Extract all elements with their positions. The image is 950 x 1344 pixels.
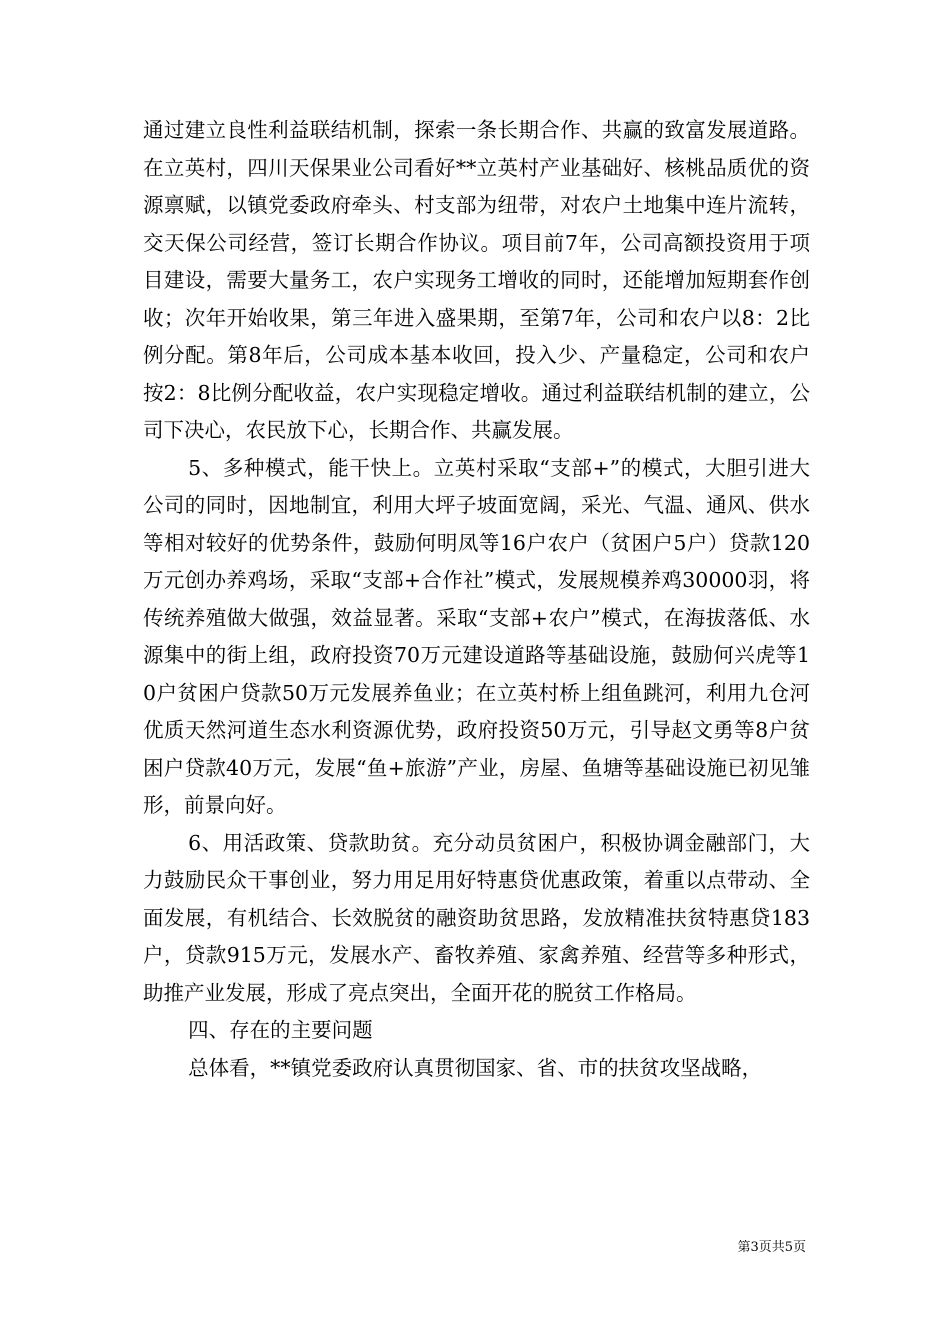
paragraph-continuation: 通过建立良性利益联结机制，探索一条长期合作、共赢的致富发展道路。在立英村，四川天保果业公司看好**立英村产业基础好、核桃品质优的资源禀赋，以镇党委政府牵头、村支部为纽带，对农户土地集中连片流转，交天保公司经营，签订长期合作协议。项目前7年，公司高额投资用于项目建设，需要大量务工，农户实现务工增收的同时，还能增加短期套作创收；次年开始收果，第三年进入盛果期，至第7年，公司和农户以8：2比例分配。第8年后，公司成本基本收回，投入少、产量稳定，公司和农户按2：8比例分配收益，农户实现稳定增收。通过利益联结机制的建立，公司下决心，农民放下心，长期合作、共赢发展。 — [143, 118, 810, 442]
paragraph-item-5: 5、多种模式，能干快上。立英村采取“支部+”的模式，大胆引进大公司的同时，因地制宜，利用大坪子坡面宽阔，采光、气温、通风、供水等相对较好的优势条件，鼓励何明凤等16户农户（贫困户5户）贷款120万元创办养鸡场，采取“支部+合作社”模式，发展规模养鸡30000羽，将传统养殖做大做强，效益显著。采取“支部+农户”模式，在海拔落低、水源集中的街上组，政府投资70万元建设道路等基础设施，鼓励何兴虎等10户贫困户贷款50万元发展养鱼业；在立英村桥上组鱼跳河，利用九仓河优质天然河道生态水利资源优势，政府投资50万元，引导赵文勇等8户贫困户贷款40万元，发展“鱼+旅游”产业，房屋、鱼塘等基础设施已初见雏形，前景向好。 — [143, 455, 810, 817]
paragraph-summary: 总体看，**镇党委政府认真贯彻国家、省、市的扶贫攻坚战略， — [188, 1055, 763, 1080]
paragraph-item-6: 6、用活政策、贷款助贫。充分动员贫困户，积极协调金融部门，大力鼓励民众干事创业，努力用足用好特惠贷优惠政策，着重以点带动、全面发展，有机结合、长效脱贫的融资助贫思路，发放精准扶贫特惠贷183户，贷款915万元，发展水产、畜牧养殖、家禽养殖、经营等多种形式，助推产业发展，形成了亮点突出，全面开花的脱贫工作格局。 — [143, 830, 810, 1005]
section-heading: 四、存在的主要问题 — [188, 1018, 373, 1042]
page-number: 第3页共5页 — [737, 1240, 806, 1255]
body-text — [143, 112, 810, 1087]
